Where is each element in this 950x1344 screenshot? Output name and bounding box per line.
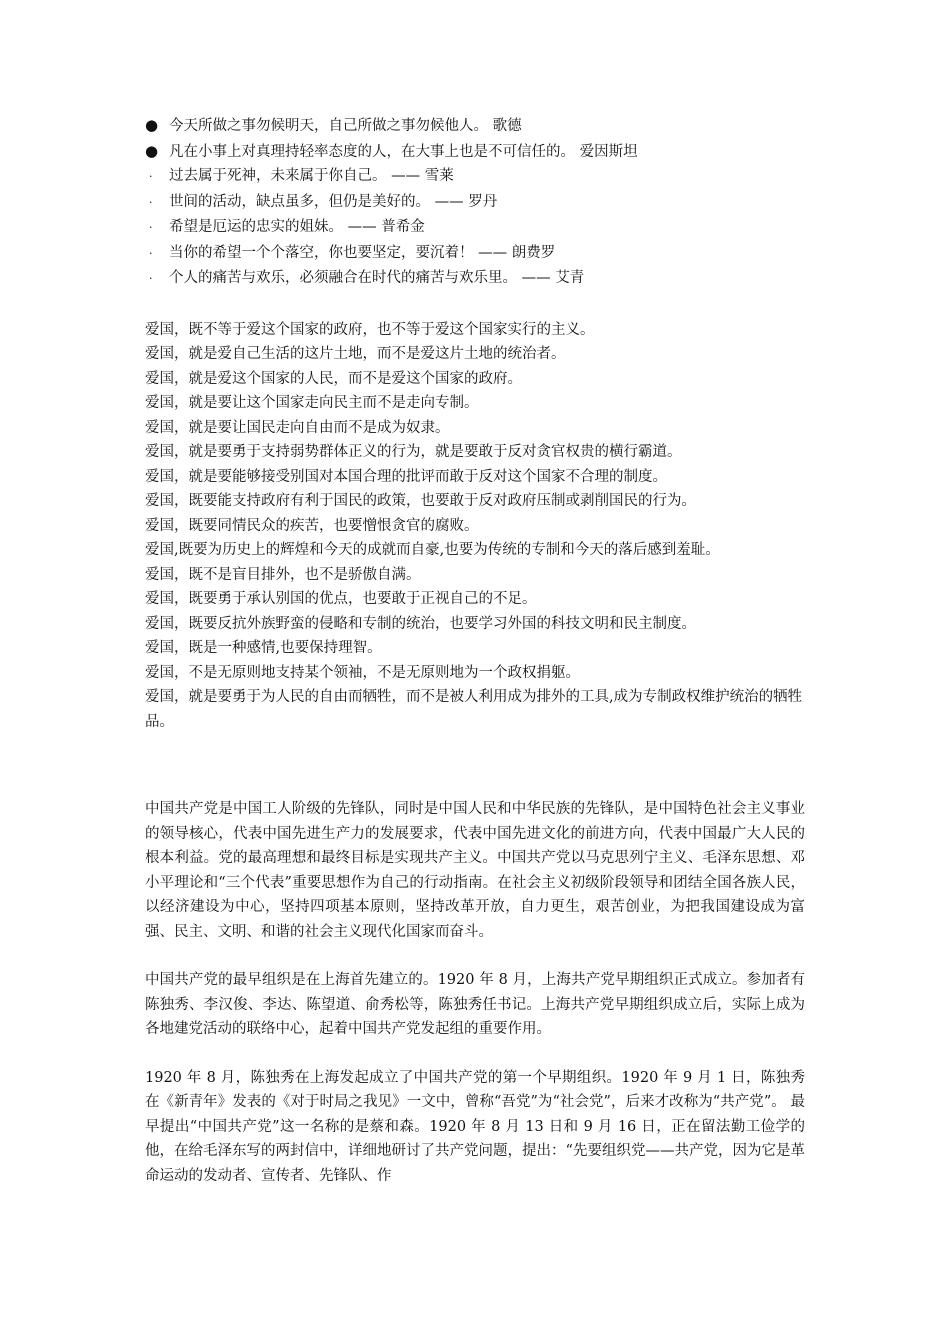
- patriotism-line: 爱国，就是要勇于支持弱势群体正义的行为，就是要敢于反对贪官权贵的横行霸道。: [145, 444, 682, 460]
- bullet-dot: ·: [149, 272, 153, 285]
- patriotism-line: 爱国，既不是盲目排外，也不是骄傲自满。: [145, 566, 421, 583]
- patriotism-section: [145, 318, 805, 735]
- quote-text: 个人的痛苦与欢乐，必须融合在时代的痛苦与欢乐里。 —— 艾青: [169, 270, 585, 286]
- patriotism-line: 爱国，不是无原则地支持某个领袖，不是无原则地为一个政权捐躯。: [145, 664, 580, 681]
- quote-item: [145, 113, 805, 139]
- quote-item: [145, 215, 805, 241]
- quote-item: [145, 241, 805, 267]
- patriotism-line: 爱国，就是要让国民走向自由而不是成为奴隶。: [145, 419, 450, 436]
- quote-item: [145, 139, 805, 165]
- patriotism-line: 爱国，既要勇于承认别国的优点，也要敢于正视自己的不足。: [145, 591, 537, 607]
- bullet-dot: ·: [149, 246, 153, 260]
- patriotism-line: 爱国，就是爱这个国家的人民，而不是爱这个国家的政府。: [145, 370, 522, 387]
- paragraph-party-name-origin: 1920 年 8 月，陈独秀在上海发起成立了中国共产党的第一个早期组织。1920 年 9 月 1 日，陈独秀在《新青年》发表的《对于时局之我见》一文中，曾称“吾党”为“社会党”，后来才改称为“共产党”。 最早提出“中国共产党”这一名称的是蔡和森。1920 年 8 月 13 日和 9 月 16 日，正在留法勤工俭学的他，在给毛泽东写的两封信中，详细地研讨了共产党问题，提出：“先要组织党——共产党，因为它是革命运动的发动者、宣传者、先锋队、作: [145, 1069, 805, 1184]
- patriotism-line: 爱国，就是要让这个国家走向民主而不是走向专制。: [145, 395, 479, 411]
- patriotism-line: 爱国，既是一种感情,也要保持理智。: [145, 640, 382, 656]
- quote-text: 当你的希望一个个落空，你也要坚定，要沉着！ —— 朗费罗: [169, 244, 556, 261]
- quote-text: 凡在小事上对真理持轻率态度的人，在大事上也是不可信任的。 爱因斯坦: [169, 143, 638, 160]
- quote-text: 希望是厄运的忠实的姐妹。 —— 普希金: [169, 219, 425, 235]
- patriotism-line: 爱国，既不等于爱这个国家的政府，也不等于爱这个国家实行的主义。: [145, 321, 595, 338]
- patriotism-line: 爱国，既要能支持政府有利于国民的政策，也要敢于反对政府压制或剥削国民的行为。: [145, 493, 696, 509]
- document-page: [145, 113, 805, 1188]
- bullet-dot: ·: [149, 195, 153, 209]
- patriotism-line: 爱国，就是爱自己生活的这片土地，而不是爱这片土地的统治者。: [145, 346, 566, 362]
- bullet-dot: ●: [145, 141, 159, 160]
- quote-item: [145, 266, 805, 292]
- paragraph-earliest-organization: 中国共产党的最早组织是在上海首先建立的。1920 年 8 月，上海共产党早期组织正式成立。参加者有陈独秀、李汉俊、李达、陈望道、俞秀松等，陈独秀任书记。上海共产党早期组织成立后，实际上成为各地建党活动的联络中心，起着中国共产党发起组的重要作用。: [145, 972, 805, 1037]
- quote-text: 世间的活动，缺点虽多，但仍是美好的。 —— 罗丹: [169, 193, 498, 210]
- bullet-dot: ·: [149, 170, 153, 183]
- paragraph-cpc-definition: 中国共产党是中国工人阶级的先锋队，同时是中国人民和中华民族的先锋队，是中国特色社会主义事业的领导核心，代表中国先进生产力的发展要求，代表中国先进文化的前进方向，代表中国最广大人民的根本利益。党的最高理想和最终目标是实现共产主义。中国共产党以马克思列宁主义、毛泽东思想、邓小平理论和“三个代表”重要思想作为自己的行动指南。在社会主义初级阶段领导和团结全国各族人民，以经济建设为中心，坚持四项基本原则，坚持改革开放，自力更生，艰苦创业，为把我国建设成为富强、民主、文明、和谐的社会主义现代化国家而奋斗。: [145, 801, 805, 940]
- quote-item: [145, 190, 805, 216]
- quote-text: 过去属于死神，未来属于你自己。 —— 雪莱: [169, 168, 454, 184]
- patriotism-line: 爱国，既要反抗外族野蛮的侵略和专制的统治，也要学习外国的科技文明和民主制度。: [145, 615, 696, 632]
- patriotism-line: 爱国，既要同情民众的疾苦，也要憎恨贪官的腐败。: [145, 517, 479, 534]
- quote-text: 今天所做之事勿候明天，自己所做之事勿候他人。 歌德: [169, 118, 522, 134]
- quote-list: [145, 113, 805, 292]
- patriotism-line: 爱国,既要为历史上的辉煌和今天的成就而自豪,也要为传统的专制和今天的落后感到羞耻。: [145, 542, 720, 558]
- quote-item: [145, 164, 805, 190]
- bullet-dot: ●: [145, 116, 159, 134]
- patriotism-line: 爱国，就是要勇于为人民的自由而牺牲，而不是被人利用成为排外的工具,成为专制政权维护统治的牺牲品。: [145, 689, 803, 730]
- patriotism-line: 爱国，就是要能够接受别国对本国合理的批评而敢于反对这个国家不合理的制度。: [145, 468, 667, 485]
- bullet-dot: ·: [149, 221, 153, 234]
